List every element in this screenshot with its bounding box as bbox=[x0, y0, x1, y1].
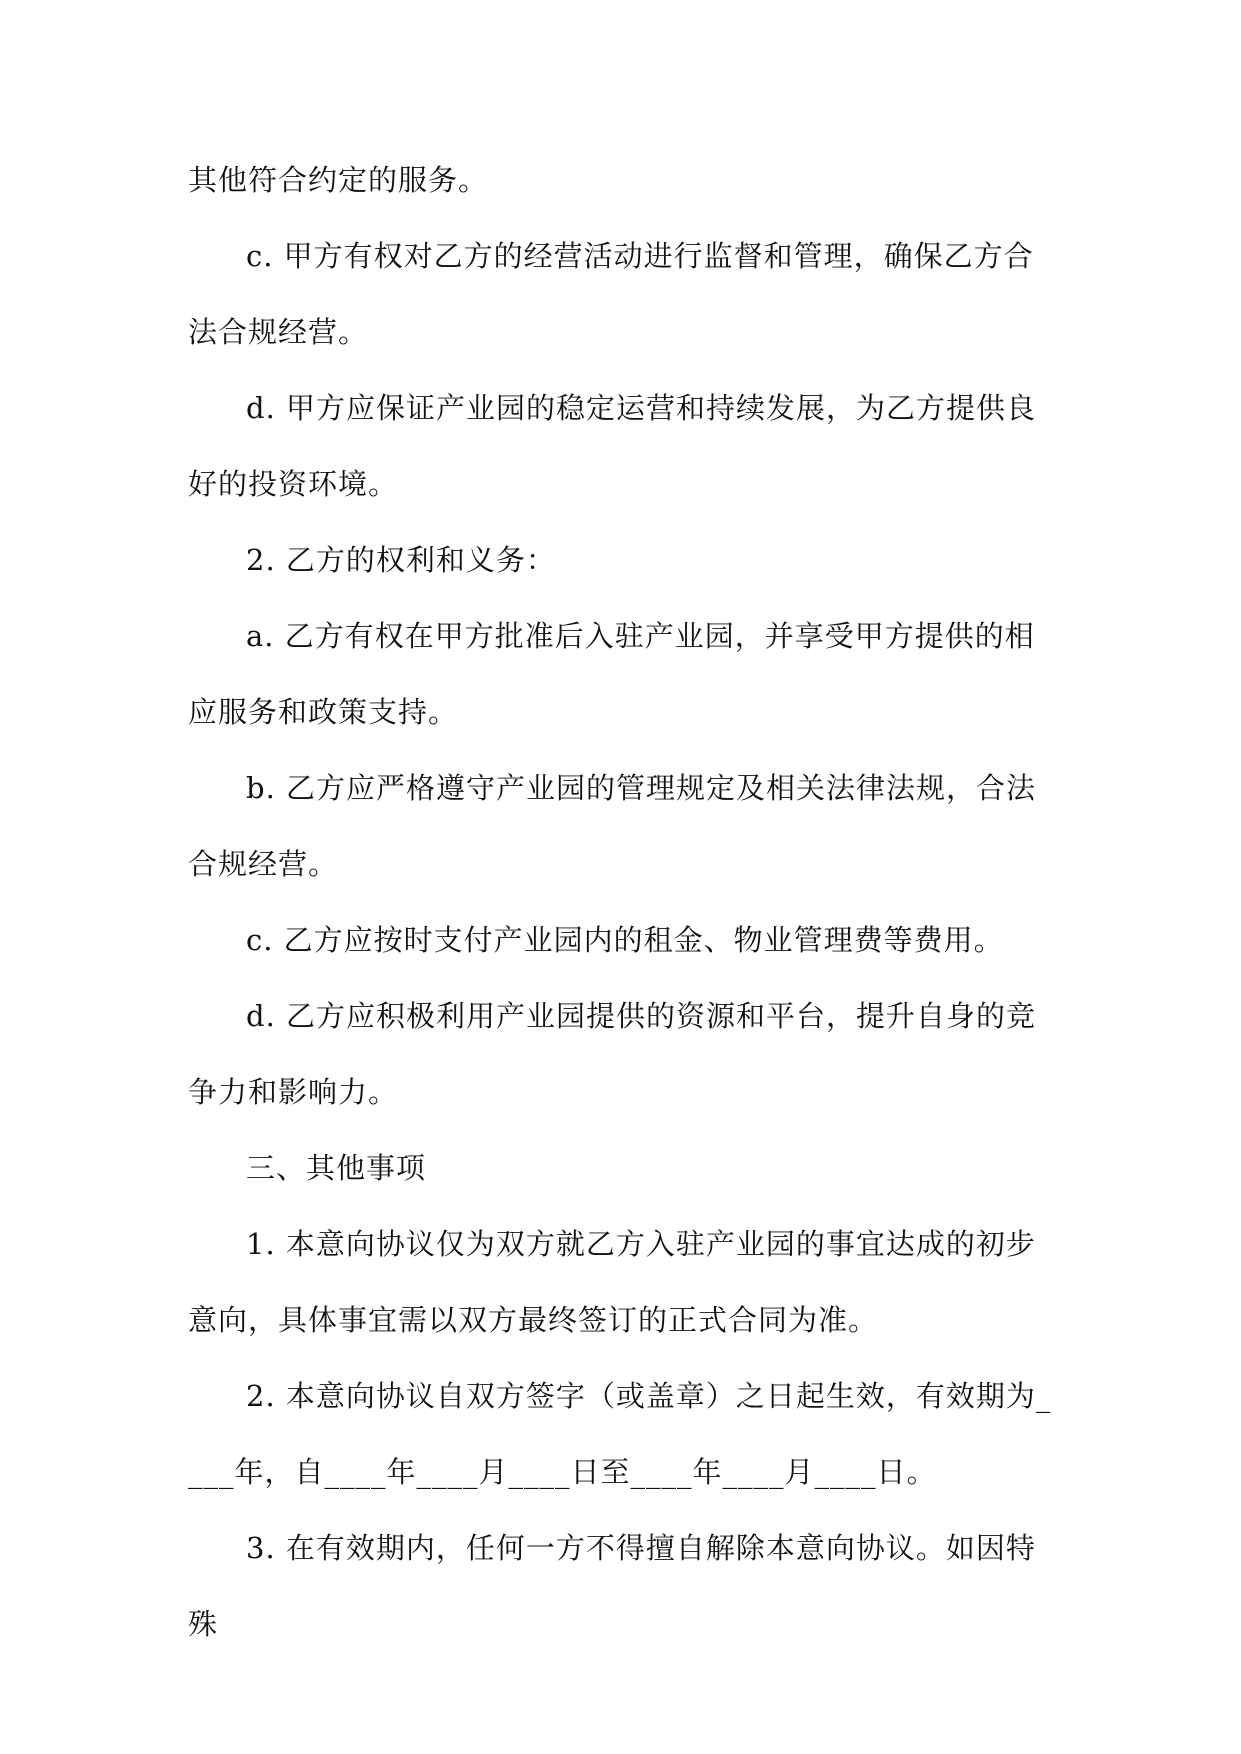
paragraph-party-b-heading: 2. 乙方的权利和义务： bbox=[246, 543, 556, 577]
paragraph-party-b-item-a: a. 乙方有权在甲方批准后入驻产业园，并享受甲方提供的相应服务和政策支持。 bbox=[188, 619, 1035, 729]
section-heading-other-matters: 三、其他事项 bbox=[246, 1151, 427, 1185]
paragraph-other-item-3: 3. 在有效期内，任何一方不得擅自解除本意向协议。如因特殊 bbox=[188, 1531, 1036, 1641]
paragraph-other-item-2: 2. 本意向协议自双方签字（或盖章）之日起生效，有效期为____年，自____年____月____日至____年____月____日。 bbox=[188, 1379, 1052, 1489]
document-body bbox=[188, 142, 1054, 1662]
paragraph-other-item-1: 1. 本意向协议仅为双方就乙方入驻产业园的事宜达成的初步意向，具体事宜需以双方最终签订的正式合同为准。 bbox=[188, 1227, 1036, 1337]
paragraph-party-b-item-b: b. 乙方应严格遵守产业园的管理规定及相关法律法规，合法合规经营。 bbox=[188, 771, 1037, 881]
paragraph-party-a-item-d: d. 甲方应保证产业园的稳定运营和持续发展，为乙方提供良好的投资环境。 bbox=[188, 391, 1037, 501]
paragraph-party-b-item-c: c. 乙方应按时支付产业园内的租金、物业管理费等费用。 bbox=[246, 923, 1004, 957]
paragraph-party-a-item-c: c. 甲方有权对乙方的经营活动进行监督和管理，确保乙方合法合规经营。 bbox=[188, 239, 1034, 349]
paragraph-party-b-item-d: d. 乙方应积极利用产业园提供的资源和平台，提升自身的竞争力和影响力。 bbox=[188, 999, 1037, 1109]
paragraph-continuation: 其他符合约定的服务。 bbox=[188, 163, 489, 197]
